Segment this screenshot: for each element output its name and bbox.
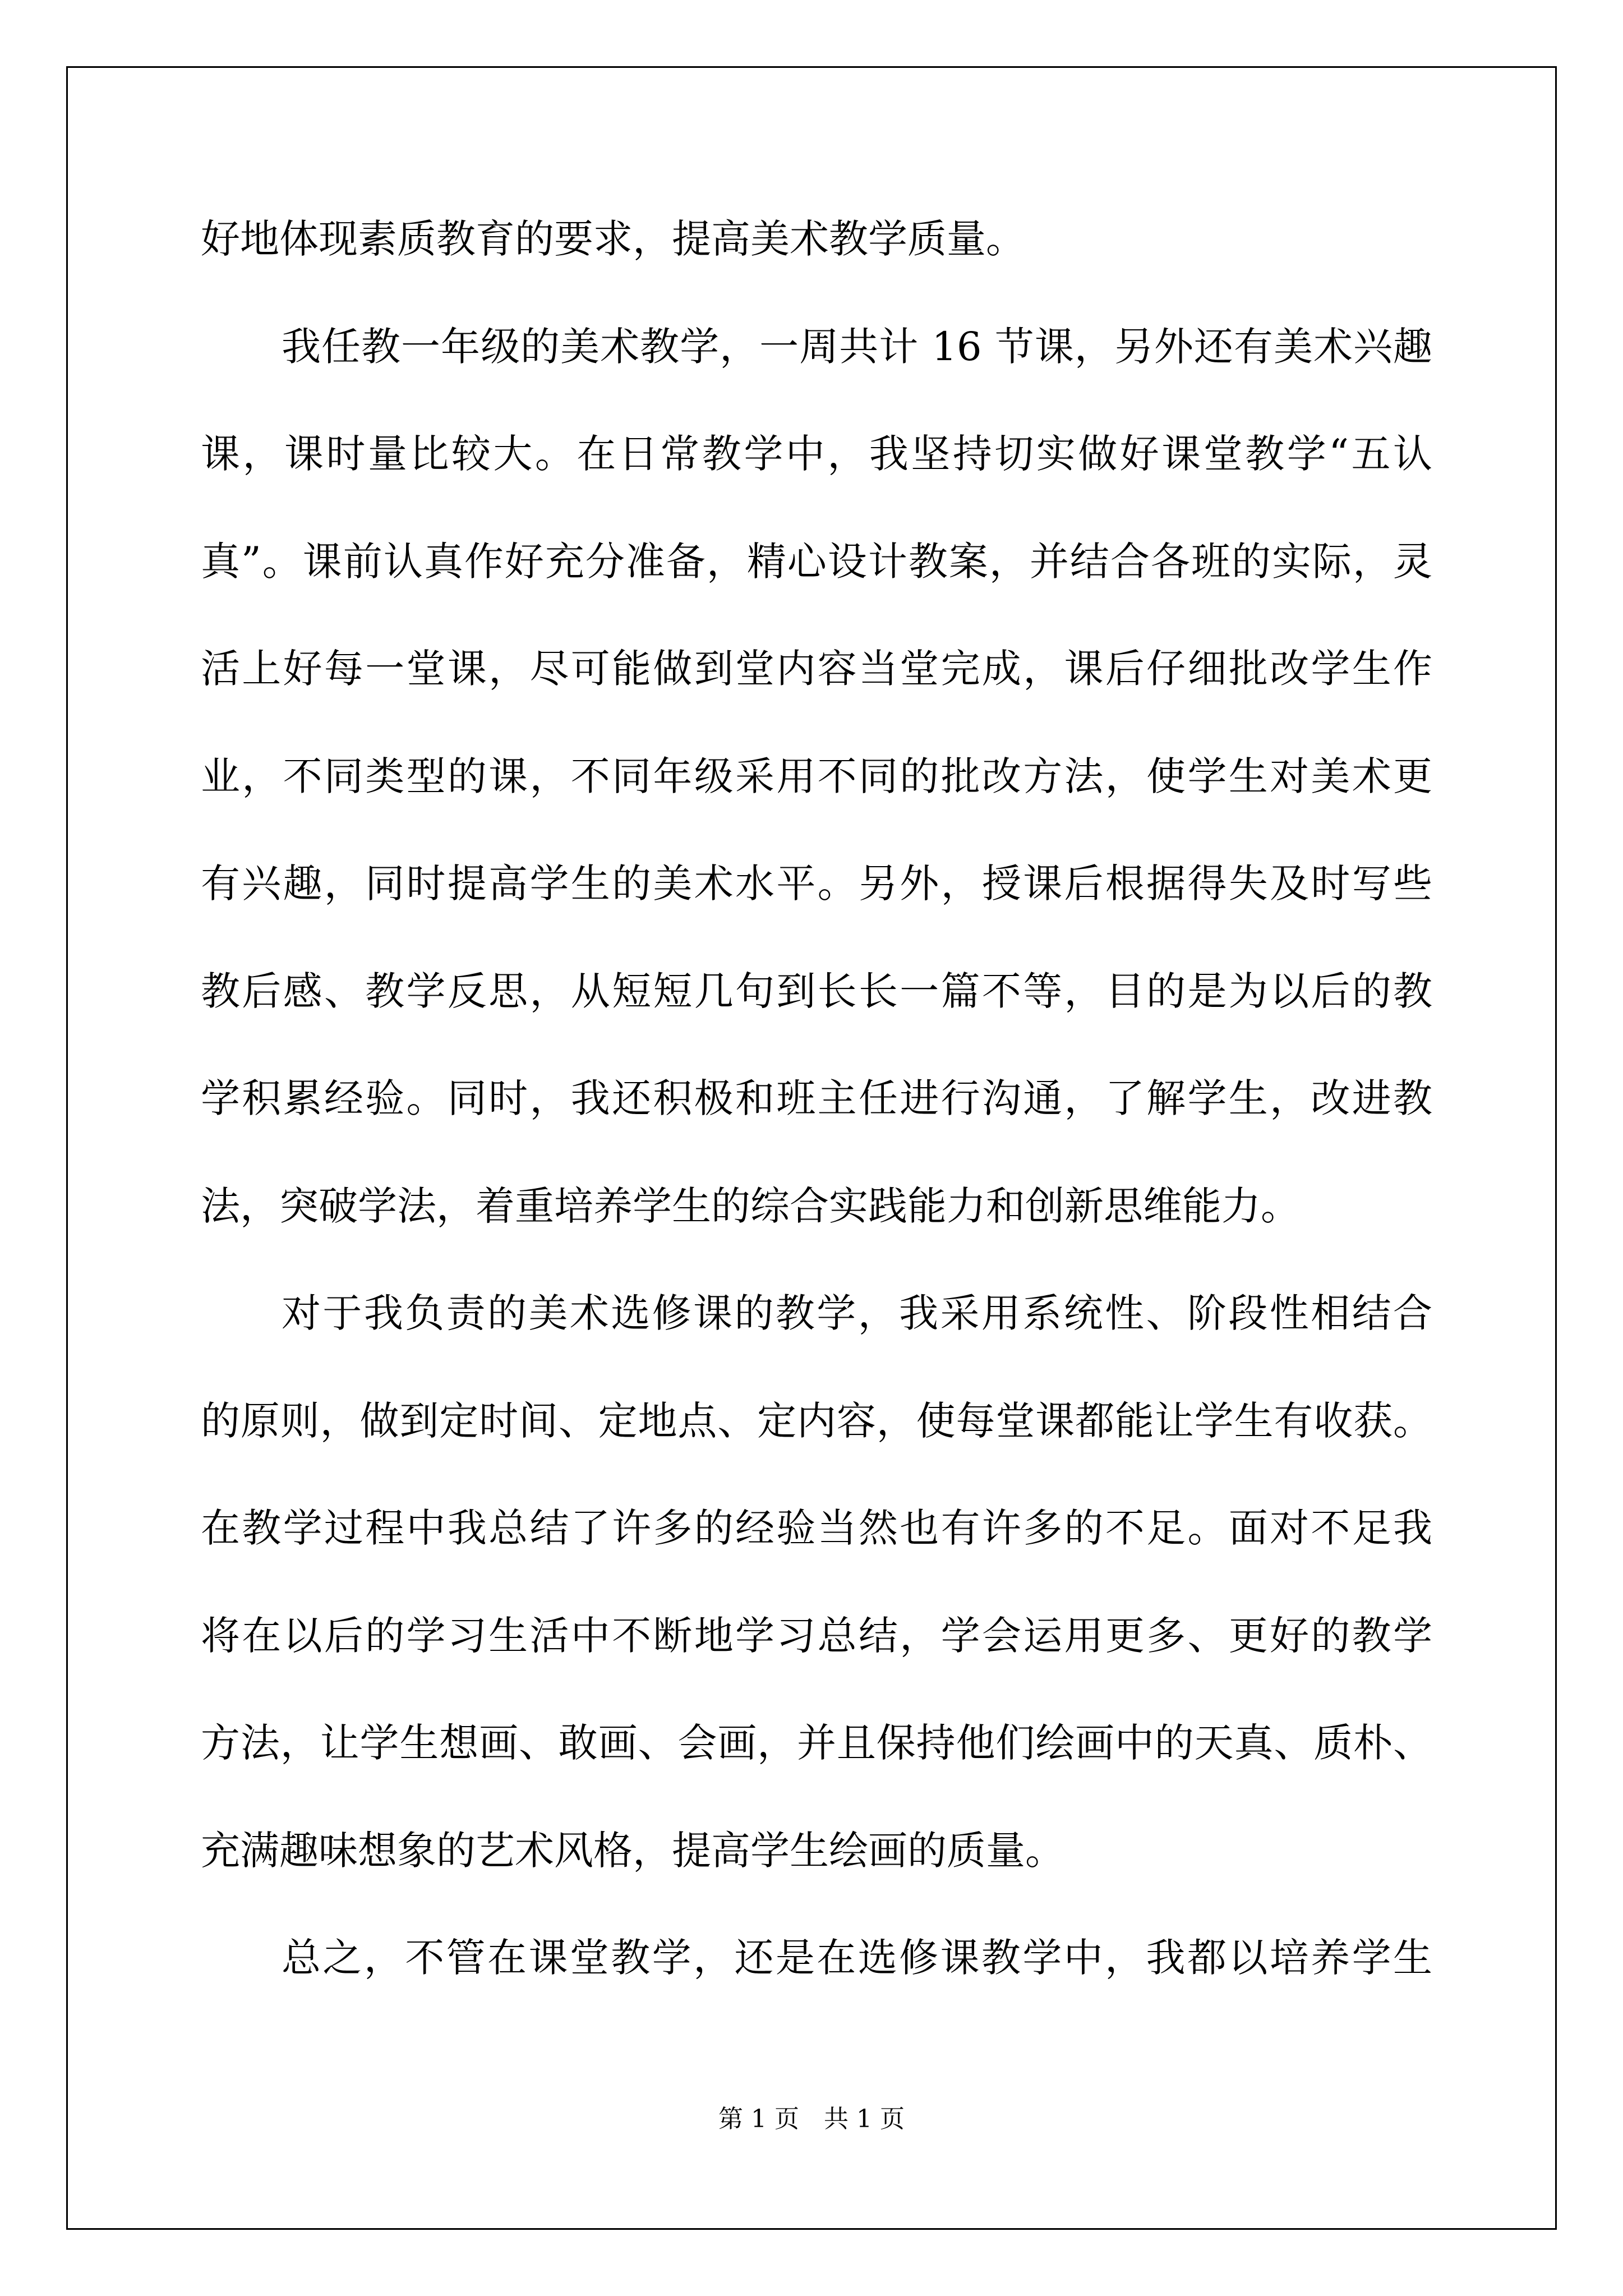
text-line: 学积累经验。同时，我还积极和班主任进行沟通，了解学生，改进教 [201,1075,1432,1121]
text-line: 活上好每一堂课，尽可能做到堂内容当堂完成，课后仔细批改学生作 [201,646,1432,692]
text-line: 方法，让学生想画、敢画、会画，并且保持他们绘画中的天真、质朴、 [201,1720,1432,1766]
text-line: 业，不同类型的课，不同年级采用不同的批改方法，使学生对美术更 [201,753,1432,799]
text-line: 充满趣味想象的艺术风格，提高学生绘画的质量。 [201,1827,1064,1874]
text-line: 将在以后的学习生活中不断地学习总结，学会运用更多、更好的教学 [201,1612,1432,1659]
text-line: 法，突破学法，着重培养学生的综合实践能力和创新思维能力。 [201,1182,1300,1229]
text-line: 的原则，做到定时间、定地点、定内容，使每堂课都能让学生有收获。 [201,1397,1432,1444]
document-body [201,212,1432,2039]
text-line: 总之，不管在课堂教学，还是在选修课教学中，我都以培养学生 [282,1935,1432,1981]
text-line: 课，课时量比较大。在日常教学中，我坚持切实做好课堂教学“五认 [201,431,1432,477]
text-line: 我任教一年级的美术教学，一周共计 16 节课，另外还有美术兴趣 [282,323,1432,370]
text-line: 真”。课前认真作好充分准备，精心设计教案，并结合各班的实际，灵 [201,538,1432,585]
text-line: 在教学过程中我总结了许多的经验当然也有许多的不足。面对不足我 [201,1505,1432,1551]
text-line: 好地体现素质教育的要求，提高美术教学质量。 [201,216,1025,262]
text-line: 有兴趣，同时提高学生的美术水平。另外，授课后根据得失及时写些 [201,861,1432,907]
text-line: 教后感、教学反思，从短短几句到长长一篇不等，目的是为以后的教 [201,968,1432,1014]
text-line: 对于我负责的美术选修课的教学，我采用系统性、阶段性相结合 [282,1290,1432,1336]
page-number-footer: 第 1 页 共 1 页 [718,2105,905,2133]
